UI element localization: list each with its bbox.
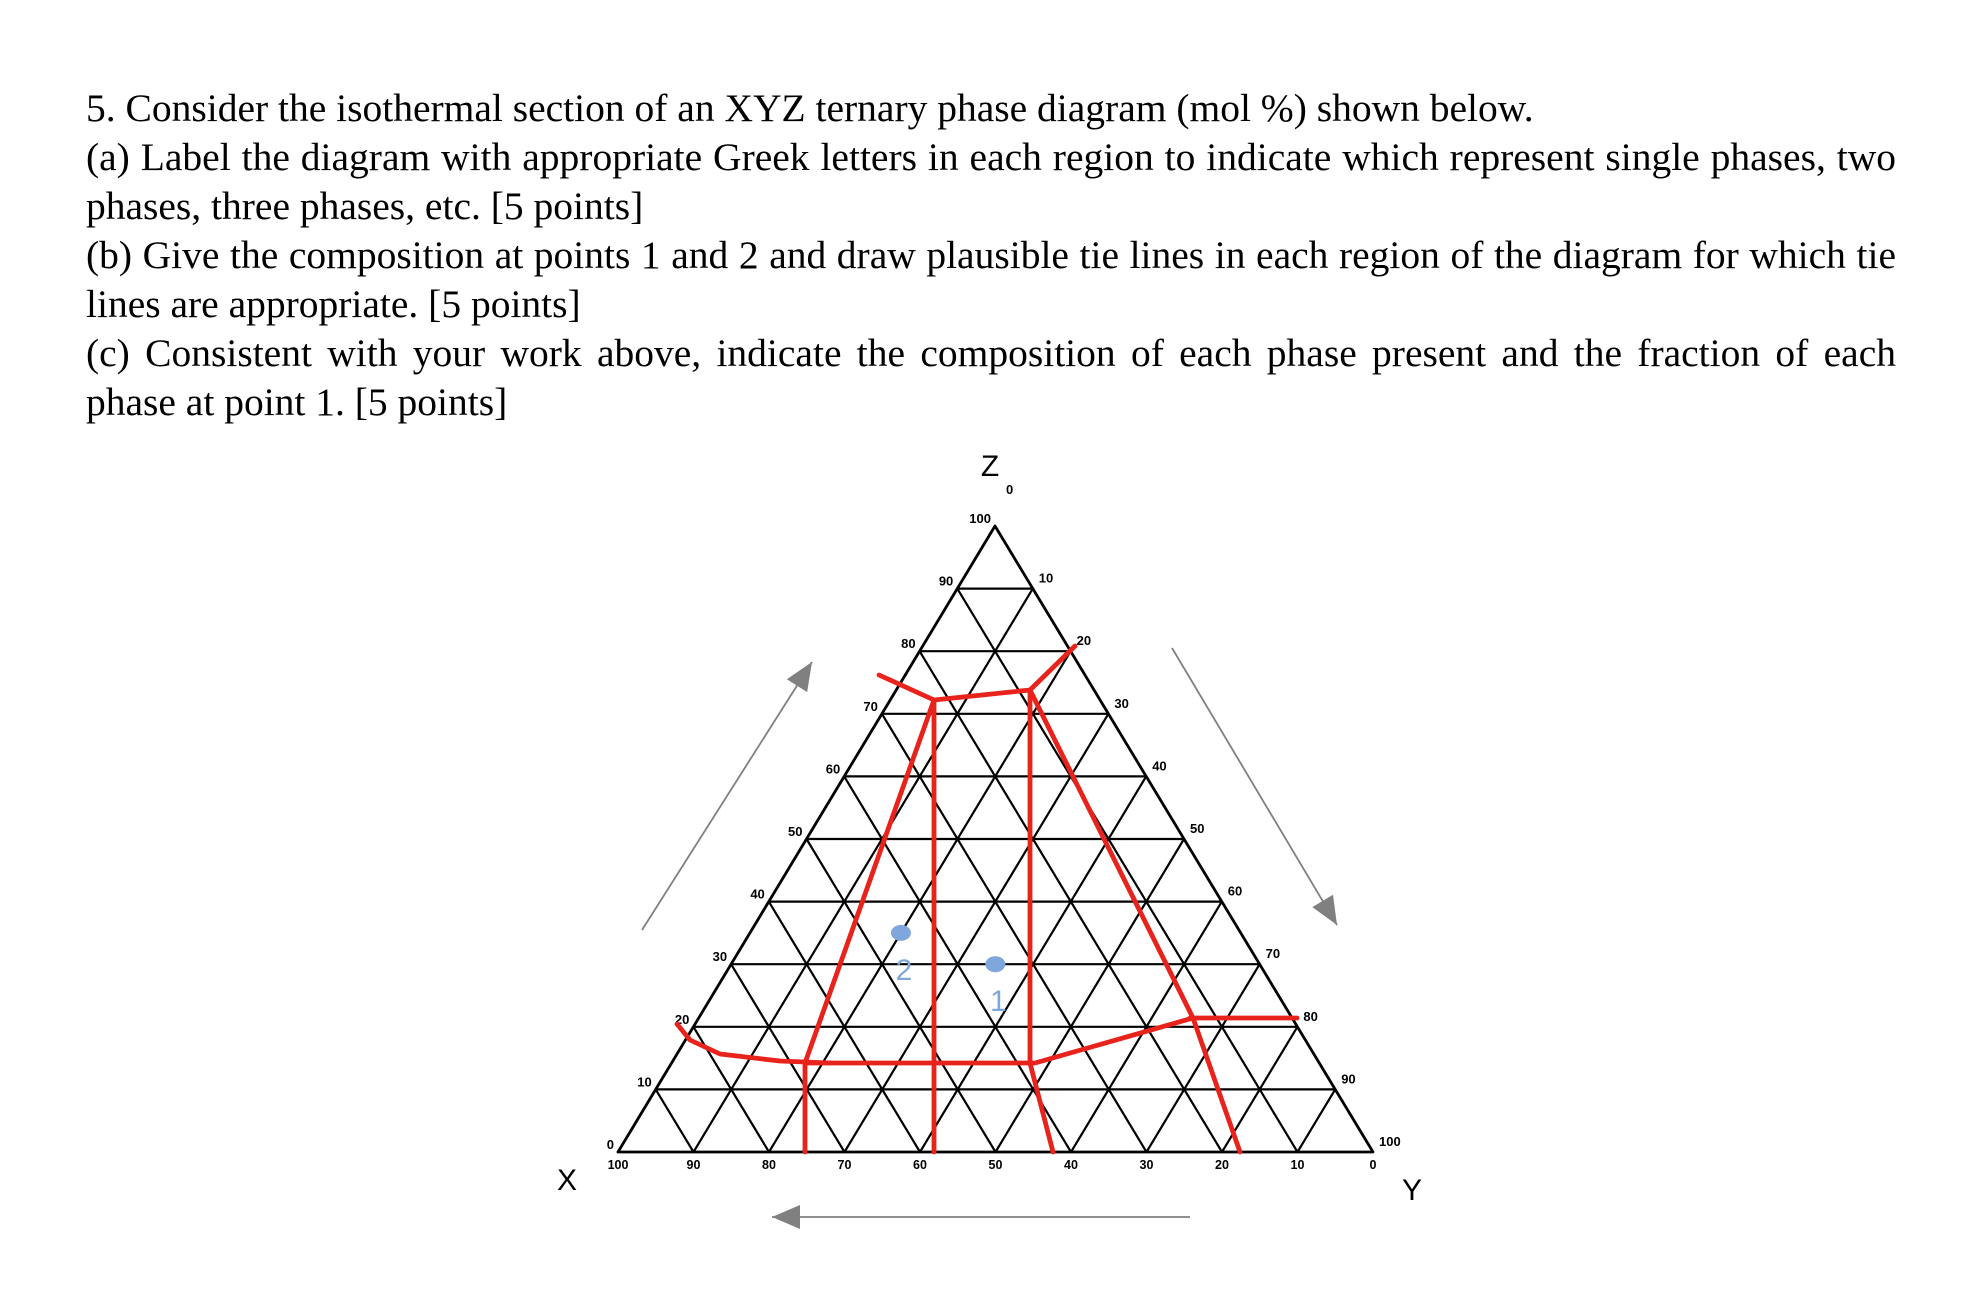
question-line-1: 5. Consider the isothermal section of an XYZ ternary phase diagram (mol %) shown below. [86, 86, 1534, 130]
left-axis-arrow-head [787, 662, 812, 692]
vertex-label-y: Y [1401, 1174, 1423, 1207]
left-tick-label-40: 40 [750, 886, 765, 902]
right-tick-label-100: 100 [1379, 1134, 1401, 1149]
bottom-tick-label-40: 40 [1064, 1158, 1078, 1172]
left-tick-label-20: 20 [674, 1011, 690, 1027]
gridline-x-30 [882, 714, 1147, 1152]
gridline-x-90 [656, 1089, 694, 1152]
left-tick-label-50: 50 [788, 824, 803, 839]
gridline-y-50 [996, 839, 1185, 1152]
right-tick-label-20: 20 [1076, 633, 1092, 649]
axis-tick-labels [607, 482, 1401, 1172]
bottom-tick-label-30: 30 [1139, 1158, 1154, 1172]
gridline-y-90 [1298, 1089, 1336, 1152]
left-tick-label-60: 60 [825, 761, 841, 777]
left-tick-label-100: 100 [969, 511, 991, 526]
left-tick-label-0: 0 [606, 1137, 614, 1152]
left-axis-arrow-shaft [642, 662, 812, 930]
bottom-tick-label-10: 10 [1290, 1158, 1305, 1172]
composition-points [891, 925, 1007, 1018]
left-tick-label-70: 70 [863, 698, 878, 714]
bottom-axis-arrow-head [772, 1205, 800, 1229]
question-part-c: (c) Consistent with your work above, indicate the composition of each phase present and the fraction of each phase at point 1. [5 points] [86, 331, 1896, 424]
point-2-marker [891, 925, 911, 941]
right-axis-arrow-head [1312, 895, 1337, 925]
bottom-tick-label-90: 90 [686, 1158, 701, 1172]
right-axis-arrow-shaft [1172, 648, 1337, 925]
right-tick-label-40: 40 [1152, 758, 1167, 774]
gridline-y-30 [845, 714, 1109, 1152]
triangle-grid [618, 526, 1373, 1152]
left-tick-label-10: 10 [637, 1074, 652, 1090]
right-tick-label-50: 50 [1190, 821, 1205, 836]
right-tick-label-30: 30 [1114, 695, 1129, 711]
vertex-label-z: Z [980, 450, 1000, 483]
bottom-tick-label-0: 0 [1369, 1158, 1377, 1172]
gridline-y-10 [694, 589, 1033, 1152]
right-tick-label-80: 80 [1303, 1008, 1318, 1024]
gridline-x-10 [957, 589, 1297, 1152]
apex-zero-label: 0 [1006, 482, 1014, 497]
question-part-b: (b) Give the composition at points 1 and 2 and draw plausible tie lines in each region of the diagram for which tie lines are appropriate. [5 points] [86, 233, 1896, 326]
left-tick-label-80: 80 [901, 636, 916, 652]
bottom-tick-label-80: 80 [762, 1158, 776, 1172]
phase-boundary-right-vertical [1030, 690, 1053, 1152]
bottom-tick-label-70: 70 [837, 1158, 852, 1172]
left-tick-label-90: 90 [938, 573, 954, 589]
bottom-tick-label-60: 60 [913, 1158, 927, 1172]
vertex-labels [557, 450, 1422, 1207]
question-part-a: (a) Label the diagram with appropriate Greek letters in each region to indicate which represent single phases, two phases, three phases, etc. [5 points] [86, 135, 1896, 228]
right-tick-label-90: 90 [1341, 1071, 1356, 1087]
phase-boundary-top-right [1030, 646, 1075, 690]
bottom-tick-label-20: 20 [1215, 1158, 1229, 1172]
bottom-tick-label-100: 100 [607, 1158, 629, 1172]
gridline-y-70 [1147, 964, 1260, 1152]
right-tick-label-60: 60 [1227, 883, 1243, 899]
point-1-label: 1 [990, 985, 1007, 1019]
gridline-x-50 [807, 839, 996, 1152]
point-1-marker [985, 956, 1005, 972]
right-tick-label-70: 70 [1265, 946, 1281, 962]
left-tick-label-30: 30 [712, 949, 728, 965]
point-2-label: 2 [895, 953, 913, 987]
vertex-label-x: X [556, 1164, 578, 1197]
right-tick-label-10: 10 [1038, 570, 1054, 586]
bottom-tick-label-50: 50 [988, 1158, 1003, 1172]
